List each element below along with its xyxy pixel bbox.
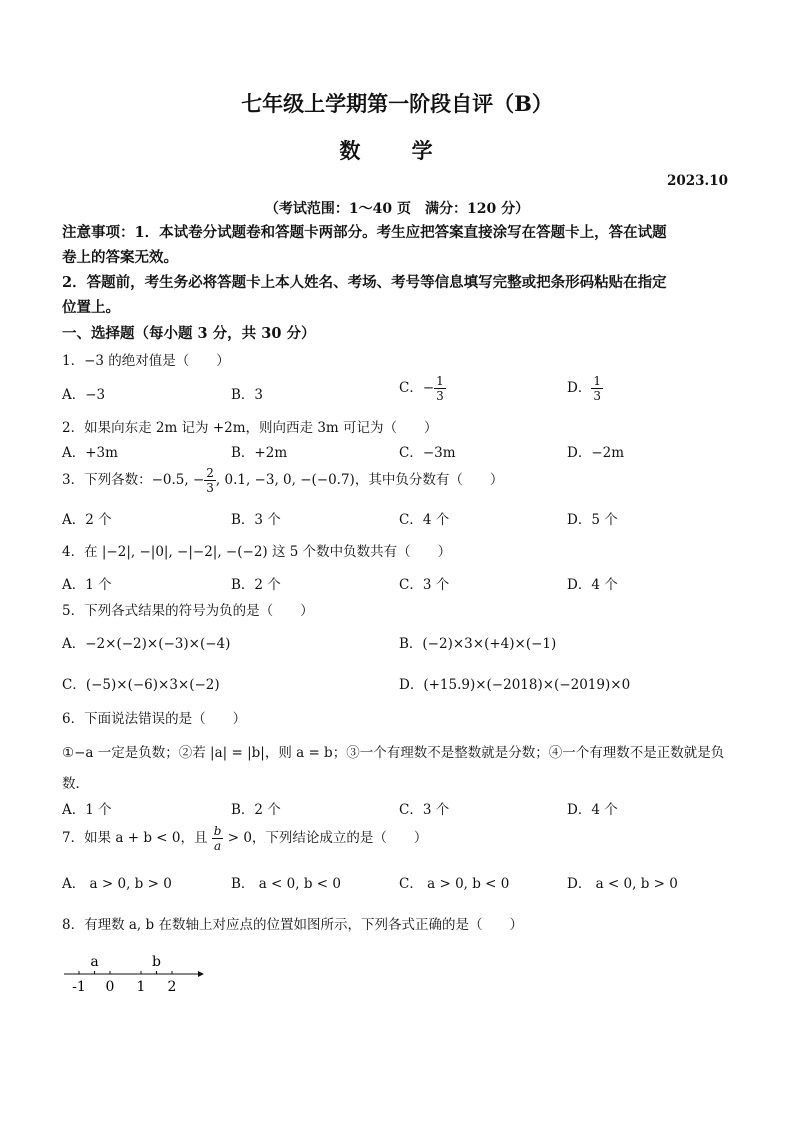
- notice-line-4: 位置上。: [62, 299, 120, 316]
- number-line-ticks: [72, 971, 176, 995]
- number-line-tick-label: 1: [136, 979, 146, 995]
- question-5-option-b: B．(−2)×3×(+4)×(−1): [399, 636, 557, 652]
- fraction-denominator: 3: [206, 481, 214, 495]
- question-6-option-c: C．3 个: [399, 802, 450, 818]
- question-2-option-d: D．−2m: [567, 445, 625, 461]
- question-6-stem: 6．下面说法错误的是（ ）: [62, 711, 247, 727]
- question-8-stem: 8．有理数 a, b 在数轴上对应点的位置如图所示，下列各式正确的是（ ）: [62, 917, 523, 933]
- question-7-option-b: B． a < 0, b < 0: [231, 876, 341, 892]
- notice-line-3: 2．答题前，考生务必将答题卡上本人姓名、考场、考号等信息填写完整或把条形码粘贴在指定: [62, 274, 667, 291]
- fraction-numerator: 1: [593, 374, 601, 388]
- question-7-option-d: D． a < 0, b > 0: [567, 876, 678, 892]
- question-6-option-b: B．2 个: [231, 802, 281, 818]
- fraction-denominator: 3: [593, 389, 601, 403]
- question-3-option-a: A．2 个: [62, 512, 112, 528]
- fraction: [204, 466, 216, 495]
- number-line-tick-label: 0: [105, 979, 115, 995]
- stem-part-b: > 0，下列结论成立的是（ ）: [223, 830, 428, 846]
- question-3-option-d: D．5 个: [567, 512, 618, 528]
- fraction: [591, 374, 603, 403]
- fraction: [434, 374, 446, 403]
- question-4-option-d: D．4 个: [567, 577, 618, 593]
- question-4-option-a: A．1 个: [62, 577, 112, 593]
- question-6-option-a: A．1 个: [62, 802, 112, 818]
- fraction-denominator: 3: [436, 389, 444, 403]
- question-2-stem: 2．如果向东走 2m 记为 +2m，则向西走 3m 可记为（ ）: [62, 420, 438, 436]
- question-1-option-c: [399, 374, 446, 403]
- option-c-prefix: C．−: [399, 380, 435, 396]
- question-3-option-b: B．3 个: [231, 512, 281, 528]
- number-line-figure: [62, 952, 212, 996]
- question-3-stem: [62, 466, 742, 495]
- exam-range: （考试范围：1～40 页 满分：120 分）: [264, 201, 530, 217]
- question-5-option-a: A．−2×(−2)×(−3)×(−4): [62, 636, 231, 652]
- question-3-option-c: C．4 个: [399, 512, 450, 528]
- stem-part-b: , 0.1, −3, 0, −(−0.7)，其中负分数有（ ）: [215, 472, 504, 488]
- question-4-option-b: B．2 个: [231, 577, 281, 593]
- question-7-option-a: A． a > 0, b > 0: [62, 876, 172, 892]
- fraction-denominator: a: [214, 839, 222, 853]
- question-1-option-a: A．−3: [62, 387, 106, 403]
- question-2-option-a: A．+3m: [62, 445, 118, 461]
- section-heading: 一、选择题（每小题 3 分，共 30 分）: [62, 325, 316, 342]
- question-1-stem: 1．−3 的绝对值是（ ）: [62, 353, 230, 369]
- question-5-option-c: C．(−5)×(−6)×3×(−2): [62, 677, 220, 693]
- fraction-numerator: 2: [206, 466, 214, 480]
- question-2-option-c: C．−3m: [399, 445, 456, 461]
- question-7-option-c: C． a > 0, b < 0: [399, 876, 510, 892]
- question-1-option-b: B．3: [231, 387, 264, 403]
- fraction-numerator: b: [213, 824, 222, 838]
- question-5-option-d: D．(+15.9)×(−2018)×(−2019)×0: [399, 677, 631, 693]
- notice-line-1: 注意事项：1．本试卷分试题卷和答题卡两部分。考生应把答案直接涂写在答题卡上，答在试题: [62, 224, 667, 241]
- exam-title: 七年级上学期第一阶段自评（B）: [241, 91, 553, 116]
- fraction: [212, 824, 224, 853]
- exam-date: 2023.10: [666, 173, 728, 189]
- number-line-point-label: b: [152, 954, 161, 970]
- stem-part-a: 7．如果 a + b < 0，且: [62, 830, 212, 846]
- question-6-statement-line-2: 数．: [62, 776, 89, 792]
- question-6-option-d: D．4 个: [567, 802, 618, 818]
- exam-subject: 数 学: [339, 138, 455, 163]
- arrow-icon: [198, 971, 204, 977]
- question-6-statement-line-1: ①−a 一定是负数；②若 |a| = |b|，则 a = b；③一个有理数不是整数就是分数；④一个有理数不是正数就是负: [62, 745, 725, 761]
- question-4-option-c: C．3 个: [399, 577, 450, 593]
- question-2-option-b: B．+2m: [231, 445, 288, 461]
- question-1-option-d: [567, 374, 603, 403]
- notice-line-2: 卷上的答案无效。: [62, 249, 178, 266]
- number-line-points: [90, 954, 161, 974]
- number-line-tick-label: -1: [72, 979, 86, 995]
- option-d-prefix: D．: [567, 380, 592, 396]
- number-line-point-label: a: [90, 954, 99, 970]
- question-4-stem: 4．在 |−2|, −|0|, −|−2|, −(−2) 这 5 个数中负数共有（ ）: [62, 544, 452, 560]
- fraction-numerator: 1: [436, 374, 444, 388]
- question-7-stem: [62, 824, 742, 853]
- question-5-stem: 5．下列各式结果的符号为负的是（ ）: [62, 603, 314, 619]
- stem-part-a: 3．下列各数：−0.5, −: [62, 472, 205, 488]
- number-line-tick-label: 2: [167, 979, 177, 995]
